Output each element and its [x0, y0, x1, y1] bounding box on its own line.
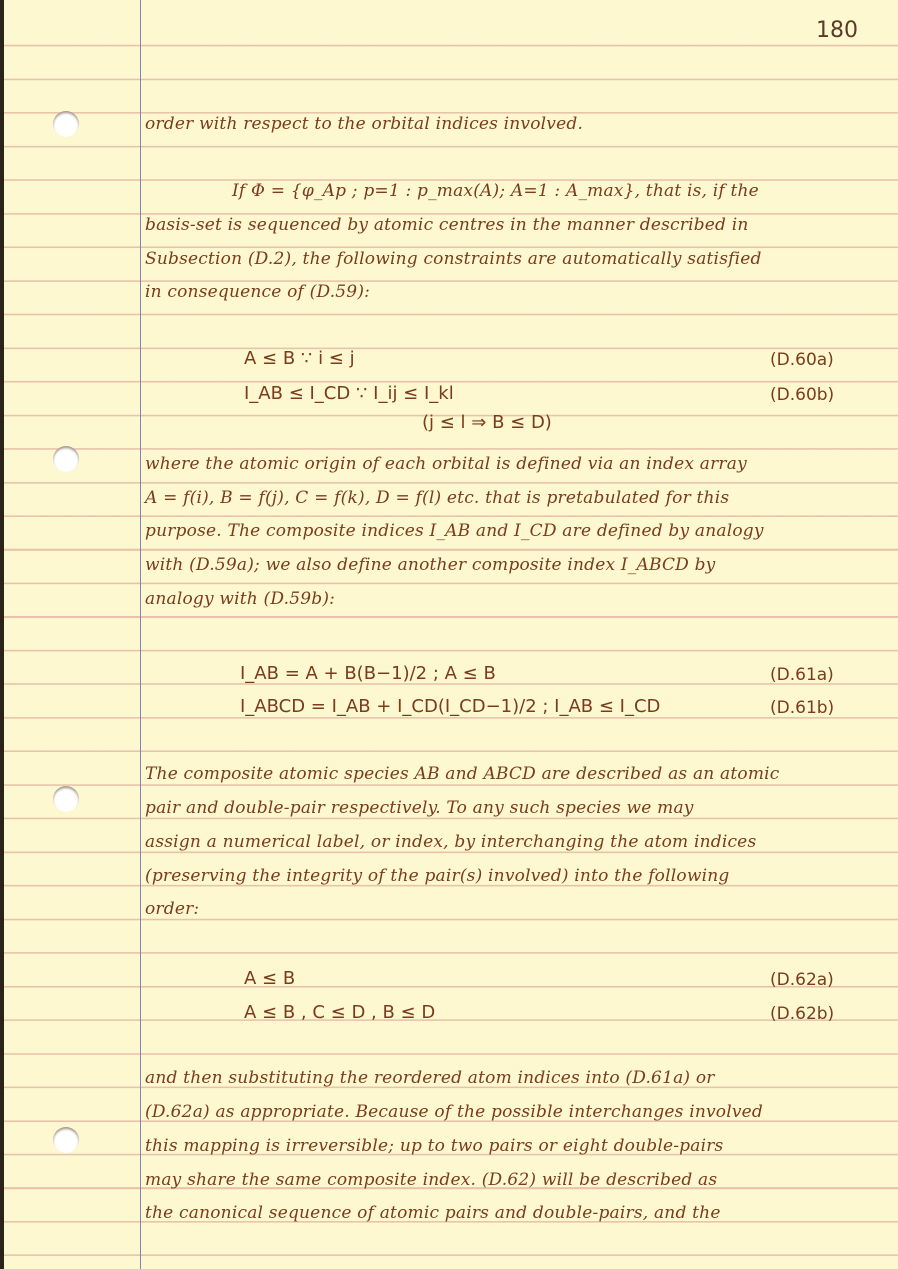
text-line: analogy with (D.59b): — [145, 589, 336, 609]
text-line: where the atomic origin of each orbital is defined via an index array — [145, 454, 747, 474]
text-line: purpose. The composite indices I_AB and I_CD are defined by analogy — [145, 521, 764, 541]
text-line: If Φ = {φ_Ap ; p=1 : p_max(A); A=1 : A_max}, that is, if the — [232, 181, 759, 201]
text-line: may share the same composite index. (D.62) will be described as — [145, 1170, 718, 1190]
equation-d61a: I_AB = A + B(B−1)/2 ; A ≤ B — [240, 663, 496, 684]
text-line: (preserving the integrity of the pair(s) involved) into the following — [145, 866, 730, 886]
equation-label-d61a: (D.61a) — [770, 665, 834, 685]
equation-d60b-note: (j ≤ l ⇒ B ≤ D) — [422, 412, 552, 433]
text-line: and then substituting the reordered atom indices into (D.61a) or — [145, 1068, 715, 1088]
equation-label-d62a: (D.62a) — [770, 970, 834, 990]
text-line: Subsection (D.2), the following constraints are automatically satisfied — [145, 249, 762, 269]
page-number: 180 — [816, 18, 858, 43]
equation-d61b: I_ABCD = I_AB + I_CD(I_CD−1)/2 ; I_AB ≤ I_CD — [240, 696, 661, 717]
equation-label-d60a: (D.60a) — [770, 350, 834, 370]
text-line: this mapping is irreversible; up to two pairs or eight double-pairs — [145, 1136, 724, 1156]
equation-label-d61b: (D.61b) — [770, 698, 835, 718]
page-left-edge — [0, 0, 4, 1269]
text-line: (D.62a) as appropriate. Because of the possible interchanges involved — [145, 1102, 764, 1122]
punch-hole — [53, 111, 79, 137]
text-line: order: — [145, 899, 200, 919]
equation-d60b: I_AB ≤ I_CD ∵ I_ij ≤ I_kl — [244, 383, 454, 404]
punch-hole — [53, 786, 79, 812]
equation-label-d62b: (D.62b) — [770, 1004, 835, 1024]
text-line: the canonical sequence of atomic pairs and double-pairs, and the — [145, 1203, 721, 1223]
equation-d62a: A ≤ B — [244, 968, 296, 989]
equation-label-d60b: (D.60b) — [770, 385, 835, 405]
text-line: pair and double-pair respectively. To any such species we may — [145, 798, 694, 818]
equation-d60a: A ≤ B ∵ i ≤ j — [244, 348, 355, 369]
text-line: The composite atomic species AB and ABCD are described as an atomic — [145, 764, 780, 784]
text-line: order with respect to the orbital indices involved. — [145, 114, 584, 134]
punch-hole — [53, 446, 79, 472]
punch-hole — [53, 1127, 79, 1153]
text-line: basis-set is sequenced by atomic centres in the manner described in — [145, 215, 749, 235]
text-line: with (D.59a); we also define another composite index I_ABCD by — [145, 555, 716, 575]
text-line: assign a numerical label, or index, by interchanging the atom indices — [145, 832, 757, 852]
text-line: A = f(i), B = f(j), C = f(k), D = f(l) etc. that is pretabulated for this — [145, 488, 730, 508]
text-line: in consequence of (D.59): — [145, 282, 371, 302]
margin-line — [140, 0, 141, 1269]
equation-d62b: A ≤ B , C ≤ D , B ≤ D — [244, 1002, 436, 1023]
